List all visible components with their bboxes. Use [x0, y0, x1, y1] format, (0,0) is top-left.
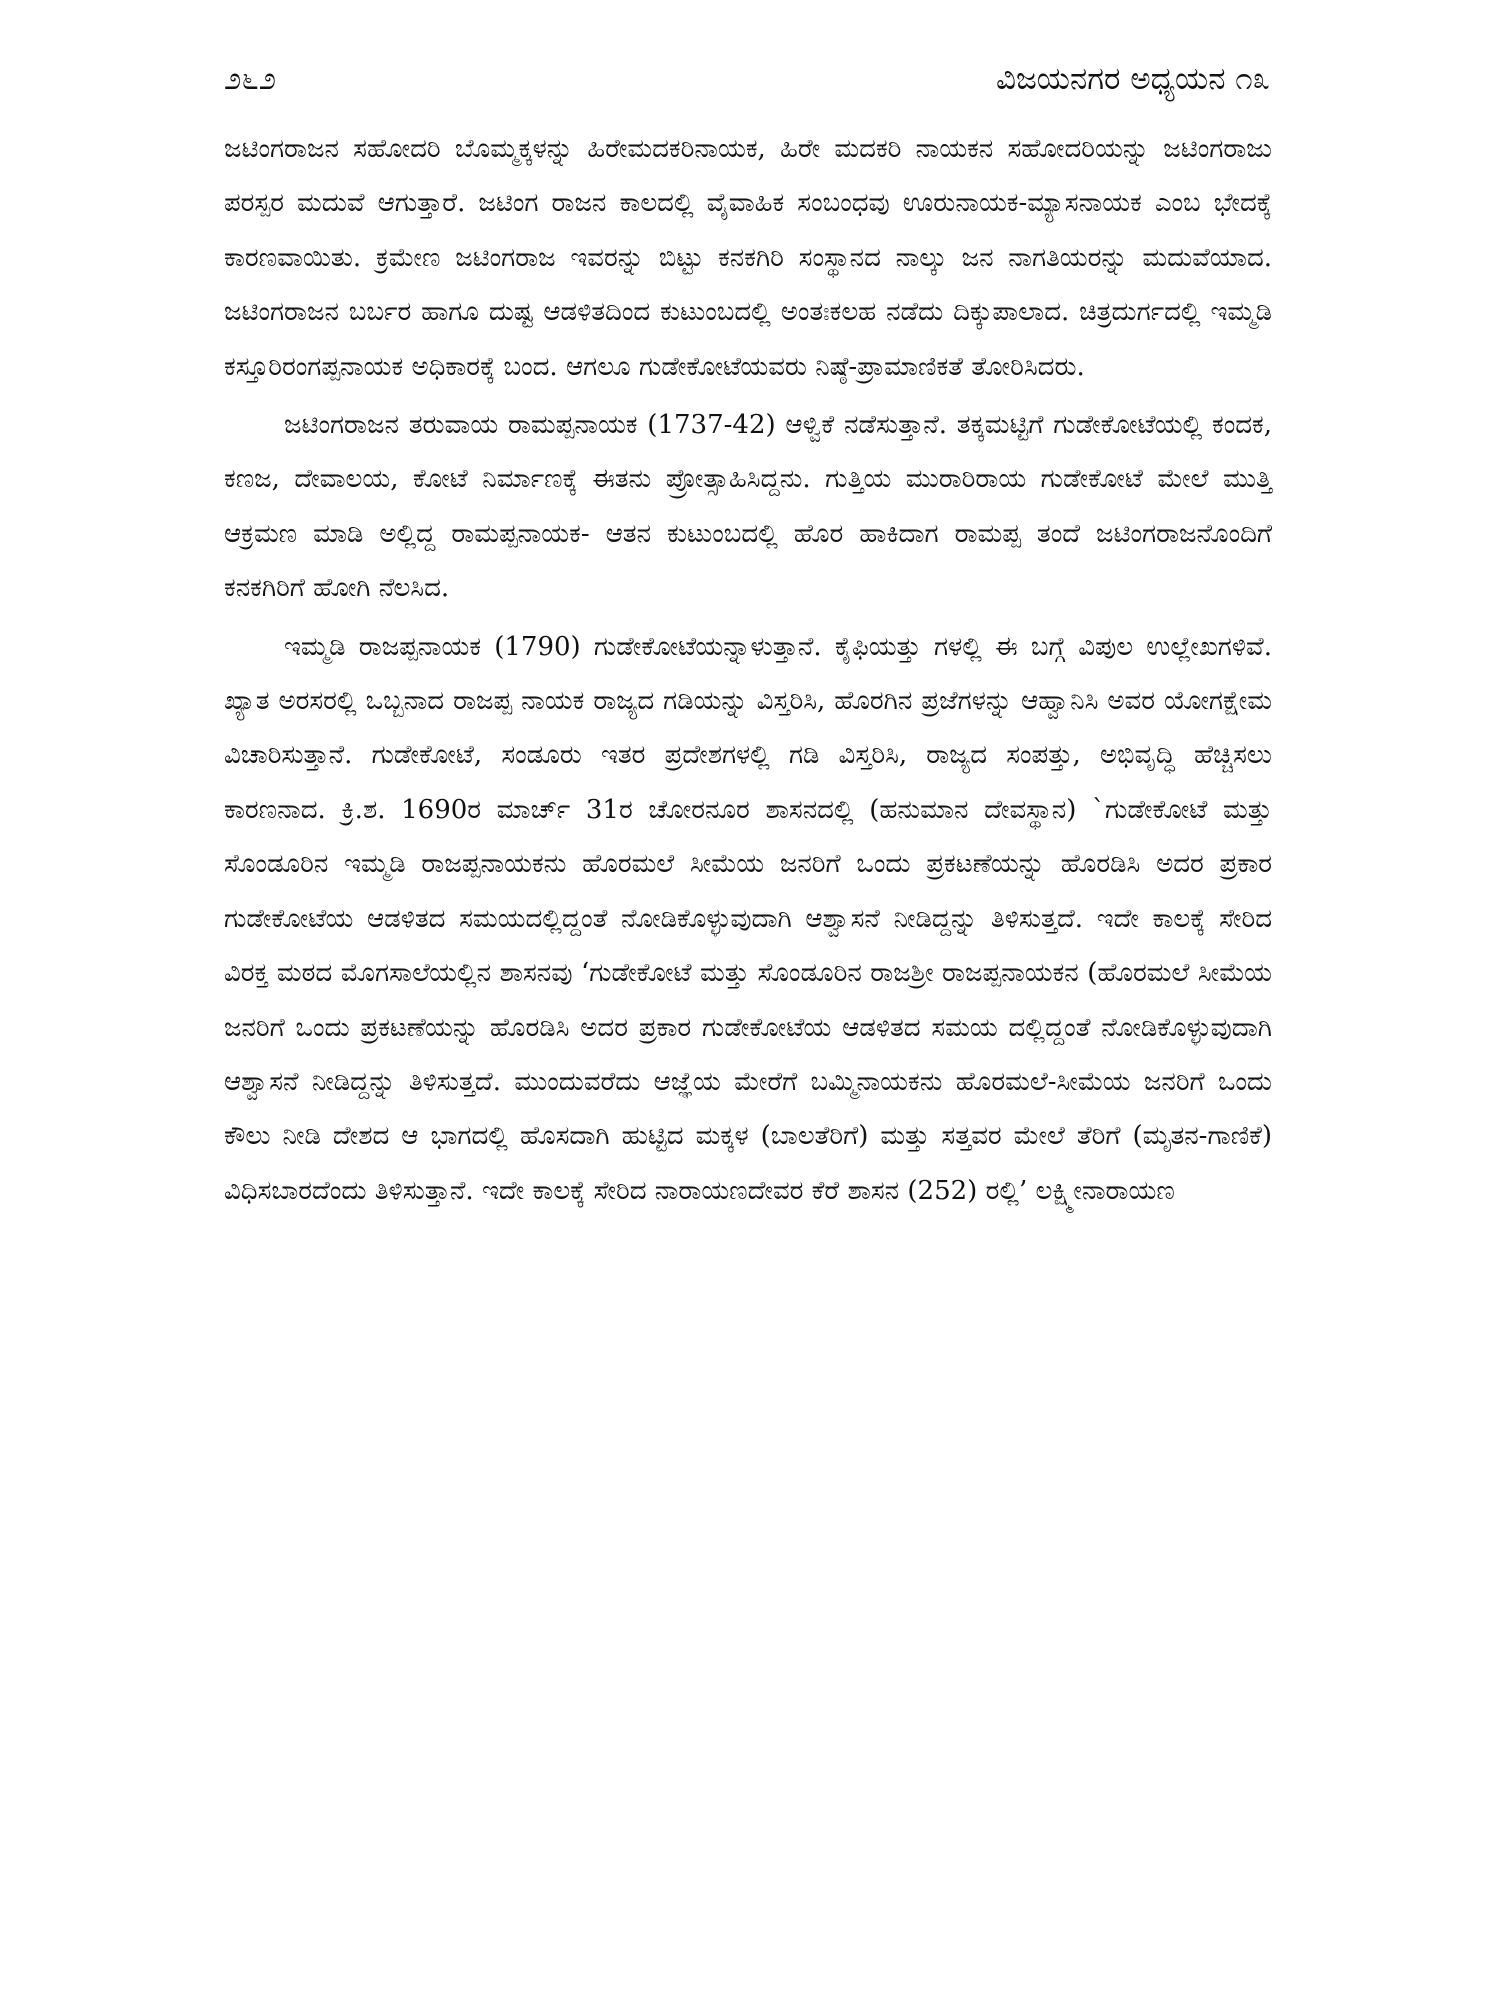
paragraph-ramappa-nayaka: ಜಟಿಂಗರಾಜನ ತರುವಾಯ ರಾಮಪ್ಪನಾಯಕ (1737-42) ಆಳ್ವಿಕೆ ನಡೆಸುತ್ತಾನೆ. ತಕ್ಕಮಟ್ಟಿಗೆ ಗುಡೇಕೋಟೆಯಲ್ಲಿ ಕಂದಕ, ಕಣಜ, ದೇವಾಲಯ, ಕೋಟೆ ನಿರ್ಮಾಣಕ್ಕೆ ಈತನು ಪ್ರೋತ್ಸಾಹಿಸಿದ್ದನು. ಗುತ್ತಿಯ ಮುರಾರಿರಾಯ ಗುಡೇಕೋಟೆ ಮೇಲೆ ಮುತ್ತಿ ಆಕ್ರಮಣ ಮಾಡಿ ಅಲ್ಲಿದ್ದ ರಾಮಪ್ಪನಾಯಕ- ಆತನ ಕುಟುಂಬದಲ್ಲಿ ಹೊರ ಹಾಕಿದಾಗ ರಾಮಪ್ಪ ತಂದೆ ಜಟಿಂಗರಾಜನೊಂದಿಗೆ ಕನಕಗಿರಿಗೆ ಹೋಗಿ ನೆಲಸಿದ.	[224, 410, 1272, 604]
book-title: ವಿಜಯನಗರ ಅಧ್ಯಯನ ೧೩	[995, 60, 1270, 97]
paragraph-immadi-rajappa-nayaka: ಇಮ್ಮಡಿ ರಾಜಪ್ಪನಾಯಕ (1790) ಗುಡೇಕೋಟೆಯನ್ನಾಳುತ್ತಾನೆ. ಕೈಫಿಯತ್ತು ಗಳಲ್ಲಿ ಈ ಬಗ್ಗೆ ವಿಪುಲ ಉಲ್ಲೇಖಗಳಿವೆ. ಖ್ಯಾತ ಅರಸರಲ್ಲಿ ಒಬ್ಬನಾದ ರಾಜಪ್ಪ ನಾಯಕ ರಾಜ್ಯದ ಗಡಿಯನ್ನು ವಿಸ್ತರಿಸಿ, ಹೊರಗಿನ ಪ್ರಜೆಗಳನ್ನು ಆಹ್ವಾನಿಸಿ ಅವರ ಯೋಗಕ್ಷೇಮ ವಿಚಾರಿಸುತ್ತಾನೆ. ಗುಡೇಕೋಟೆ, ಸಂಡೂರು ಇತರ ಪ್ರದೇಶಗಳಲ್ಲಿ ಗಡಿ ವಿಸ್ತರಿಸಿ, ರಾಜ್ಯದ ಸಂಪತ್ತು, ಅಭಿವೃದ್ಧಿ ಹೆಚ್ಚಿಸಲು ಕಾರಣನಾದ. ಕ್ರಿ.ಶ. 1690ರ ಮಾರ್ಚ್ 31ರ ಚೋರನೂರ ಶಾಸನದಲ್ಲಿ (ಹನುಮಾನ ದೇವಸ್ಥಾನ) `ಗುಡೇಕೋಟೆ ಮತ್ತು ಸೊಂಡೂರಿನ ಇಮ್ಮಡಿ ರಾಜಪ್ಪನಾಯಕನು ಹೊರಮಲೆ ಸೀಮೆಯ ಜನರಿಗೆ ಒಂದು ಪ್ರಕಟಣೆಯನ್ನು ಹೊರಡಿಸಿ ಅದರ ಪ್ರಕಾರ ಗುಡೇಕೋಟೆಯ ಆಡಳಿತದ ಸಮಯದಲ್ಲಿದ್ದಂತೆ ನೋಡಿಕೊಳ್ಳುವುದಾಗಿ ಆಶ್ವಾಸನೆ ನೀಡಿದ್ದನ್ನು ತಿಳಿಸುತ್ತದೆ. ಇದೇ ಕಾಲಕ್ಕೆ ಸೇರಿದ ವಿರಕ್ತ ಮಠದ ಮೊಗಸಾಲೆಯಲ್ಲಿನ ಶಾಸನವು ‘ಗುಡೇಕೋಟೆ ಮತ್ತು ಸೊಂಡೂರಿನ ರಾಜಶ್ರೀ ರಾಜಪ್ಪನಾಯಕನ (ಹೊರಮಲೆ ಸೀಮೆಯ ಜನರಿಗೆ ಒಂದು ಪ್ರಕಟಣೆಯನ್ನು ಹೊರಡಿಸಿ ಅದರ ಪ್ರಕಾರ ಗುಡೇಕೋಟೆಯ ಆಡಳಿತದ ಸಮಯ ದಲ್ಲಿದ್ದಂತೆ ನೋಡಿಕೊಳ್ಳುವುದಾಗಿ ಆಶ್ವಾಸನೆ ನೀಡಿದ್ದನ್ನು ತಿಳಿಸುತ್ತದೆ. ಮುಂದುವರೆದು ಆಜ್ಞೆಯ ಮೇರೆಗೆ ಬಮ್ಮಿನಾಯಕನು ಹೊರಮಲೆ-ಸೀಮೆಯ ಜನರಿಗೆ ಒಂದು ಕೌಲು ನೀಡಿ ದೇಶದ ಆ ಭಾಗದಲ್ಲಿ ಹೊಸದಾಗಿ ಹುಟ್ಟಿದ ಮಕ್ಕಳ (ಬಾಲತೆರಿಗೆ) ಮತ್ತು ಸತ್ತವರ ಮೇಲೆ ತೆರಿಗೆ (ಮೃತನ-ಗಾಣಿಕೆ) ವಿಧಿಸಬಾರದೆಂದು ತಿಳಿಸುತ್ತಾನೆ. ಇದೇ ಕಾಲಕ್ಕೆ ಸೇರಿದ ನಾರಾಯಣದೇವರ ಕೆರೆ ಶಾಸನ (252) ರಲ್ಲಿ’ ಲಕ್ಷ್ಮೀನಾರಾಯಣ	[224, 631, 1272, 1206]
running-header	[224, 54, 1270, 104]
body-text	[224, 122, 1272, 1222]
paragraph-continued: ಜಟಿಂಗರಾಜನ ಸಹೋದರಿ ಬೊಮ್ಮಕ್ಕಳನ್ನು ಹಿರೇಮದಕರಿನಾಯಕ, ಹಿರೇ ಮದಕರಿ ನಾಯಕನ ಸಹೋದರಿಯನ್ನು ಜಟಿಂಗರಾಜು ಪರಸ್ಪರ ಮದುವೆ ಆಗುತ್ತಾರೆ. ಜಟಿಂಗ ರಾಜನ ಕಾಲದಲ್ಲಿ ವೈವಾಹಿಕ ಸಂಬಂಧವು ಊರುನಾಯಕ-ಮ್ಯಾಸನಾಯಕ ಎಂಬ ಭೇದಕ್ಕೆ ಕಾರಣವಾಯಿತು. ಕ್ರಮೇಣ ಜಟಿಂಗರಾಜ ಇವರನ್ನು ಬಿಟ್ಟು ಕನಕಗಿರಿ ಸಂಸ್ಥಾನದ ನಾಲ್ಕು ಜನ ನಾಗತಿಯರನ್ನು ಮದುವೆಯಾದ. ಜಟಿಂಗರಾಜನ ಬರ್ಬರ ಹಾಗೂ ದುಷ್ಟ ಆಡಳಿತದಿಂದ ಕುಟುಂಬದಲ್ಲಿ ಅಂತಃಕಲಹ ನಡೆದು ದಿಕ್ಕುಪಾಲಾದ. ಚಿತ್ರದುರ್ಗದಲ್ಲಿ ಇಮ್ಮಡಿ ಕಸ್ತೂರಿರಂಗಪ್ಪನಾಯಕ ಅಧಿಕಾರಕ್ಕೆ ಬಂದ. ಆಗಲೂ ಗುಡೇಕೋಟೆಯವರು ನಿಷ್ಠೆ-ಪ್ರಾಮಾಣಿಕತೆ ತೋರಿಸಿದರು.	[224, 134, 1272, 382]
page-number: ೨೬೨	[224, 60, 277, 97]
